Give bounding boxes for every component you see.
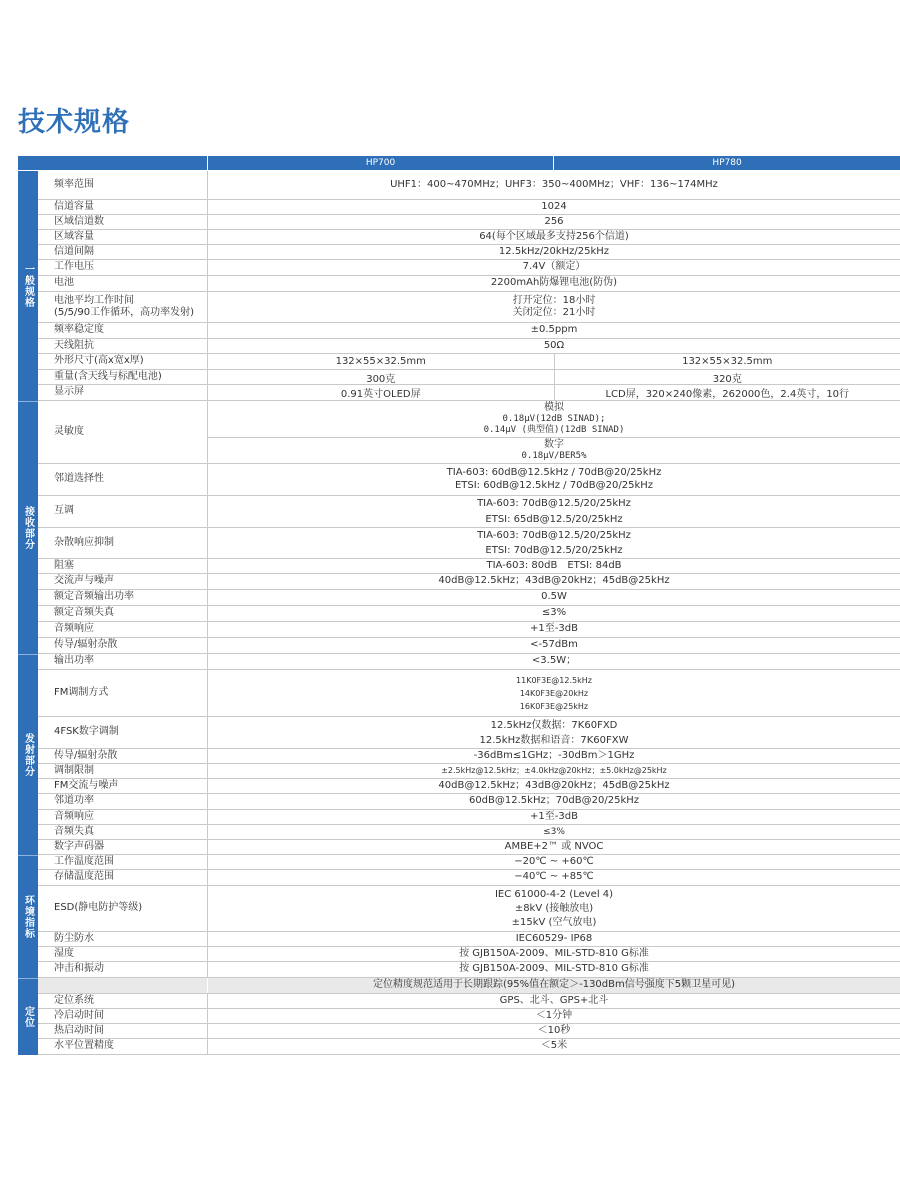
spec-value-hp780: LCD屏，320×240像素，262000色，2.4英寸，10行 <box>605 389 850 400</box>
spec-split <box>208 354 900 369</box>
spec-label: FM调制方式 <box>54 686 109 698</box>
spec-value: <-57dBm <box>530 639 578 651</box>
spec-row-blocking <box>38 559 900 574</box>
page-title: 技术规格 <box>18 107 130 138</box>
spec-value: UHF1：400~470MHz；UHF3：350~400MHz；VHF：136~174MHz <box>390 178 718 190</box>
spec-label: 天线阻抗 <box>54 339 94 351</box>
spec-split <box>208 370 900 384</box>
spec-label: 区域容量 <box>54 230 94 242</box>
spec-value: −20℃ ~ +60℃ <box>514 855 594 867</box>
spec-row-op-temp <box>38 855 900 870</box>
spec-value: 40dB@12.5kHz；43dB@20kHz；45dB@25kHz <box>438 779 670 791</box>
spec-value-line: TIA-603: 60dB@12.5kHz / 70dB@20/25kHz <box>446 467 662 478</box>
spec-label: 冷启动时间 <box>54 1009 104 1021</box>
spec-row-sensitivity <box>38 401 900 464</box>
spec-value-line: TIA-603: 70dB@12.5/20/25kHz <box>477 497 631 509</box>
spec-label: 防尘防水 <box>54 932 94 944</box>
spec-row-audio-power <box>38 590 900 606</box>
spec-row-audio-dist <box>38 606 900 622</box>
spec-row-adjacent <box>38 464 900 496</box>
spec-label: 杂散响应抑制 <box>54 536 114 548</box>
spec-value: ≤3% <box>543 826 565 837</box>
spec-value-hp700: 300克 <box>208 370 555 384</box>
spec-value: 7.4V（额定） <box>522 261 586 273</box>
spec-label-line: 电池平均工作时间 <box>54 294 134 306</box>
spec-row-freq <box>38 171 900 200</box>
spec-value: -36dBm≤1GHz；-30dBm＞1GHz <box>473 749 635 761</box>
spec-value: ±0.5ppm <box>530 324 578 336</box>
spec-value: 按 GJB150A-2009、MIL-STD-810 G标准 <box>459 947 649 959</box>
spec-label: 灵敏度 <box>54 425 84 437</box>
spec-row-conducted-rx <box>38 638 900 654</box>
spec-value-line: 0.14μV (典型值)(12dB SINAD) <box>483 425 625 435</box>
spec-value <box>208 528 900 558</box>
sensitivity-digital <box>208 438 900 463</box>
spec-row-stability <box>38 323 900 339</box>
spec-value: ±2.5kHz@12.5kHz；±4.0kHz@20kHz；±5.0kHz@25kHz <box>441 766 667 775</box>
spec-label: ESD(静电防护等级) <box>54 902 143 914</box>
spec-value: +1至-3dB <box>530 810 578 822</box>
category-receiver: 接收部分 <box>18 402 38 654</box>
spec-row-impedance <box>38 339 900 354</box>
spec-value-line: 12.5kHz仅数据：7K60FXD <box>490 719 618 731</box>
spec-row-humidity <box>38 947 900 962</box>
spec-row-power <box>38 654 900 670</box>
spec-value-line: 关闭定位：21小时 <box>512 307 596 318</box>
spec-label: 电池 <box>54 277 74 289</box>
spec-value: 0.5W <box>541 591 567 603</box>
spec-row-shock <box>38 962 900 978</box>
header-hp780: HP780 <box>554 156 900 170</box>
spec-value-line: 模拟 <box>544 402 564 413</box>
spec-row-fsk <box>38 717 900 749</box>
spec-label: 交流声与噪声 <box>54 575 114 587</box>
spec-value-line: ±15kV (空气放电) <box>511 916 597 928</box>
spec-value: 64(每个区域最多支持256个信道) <box>479 230 629 242</box>
category-positioning: 定位 <box>18 979 38 1055</box>
spec-value <box>208 886 900 931</box>
spec-value-line: IEC 61000-4-2 (Level 4) <box>494 888 614 900</box>
spec-label: 显示屏 <box>54 386 84 398</box>
spec-label: 热启动时间 <box>54 1024 104 1036</box>
spec-row-channels <box>38 200 900 215</box>
spec-value <box>208 496 900 527</box>
positioning-note: 定位精度规范适用于长期跟踪(95%值在额定＞-130dBm信号强度下5颗卫星可见) <box>208 978 900 993</box>
spec-label: 阻塞 <box>54 559 74 571</box>
spec-label: 额定音频失真 <box>54 607 114 619</box>
spec-label: 传导/辐射杂散 <box>54 639 118 651</box>
spec-row-esd <box>38 886 900 932</box>
spec-value: 按 GJB150A-2009、MIL-STD-810 G标准 <box>459 963 649 975</box>
spec-row-dust <box>38 932 900 947</box>
spec-value: 50Ω <box>543 339 565 351</box>
spec-label: 冲击和振动 <box>54 963 104 975</box>
spec-row-conducted-tx <box>38 749 900 764</box>
spec-label: 外形尺寸(高x宽x厚) <box>54 355 144 367</box>
spec-value: IEC60529- IP68 <box>515 932 593 944</box>
spec-value: 12.5kHz/20kHz/25kHz <box>498 245 610 257</box>
spec-row-battery <box>38 276 900 292</box>
spec-row-audio-resp <box>38 622 900 638</box>
spec-value: 2200mAh防爆锂电池(防伪) <box>490 277 618 289</box>
spec-value-line: 16K0F3E@25kHz <box>519 701 589 711</box>
category-general: 一般规格 <box>18 171 38 401</box>
header-hp700: HP700 <box>208 156 553 170</box>
spec-value-line: ETSI: 60dB@12.5kHz / 70dB@20/25kHz <box>454 479 654 491</box>
spec-row-adj-power <box>38 794 900 810</box>
spec-value: 40dB@12.5kHz；43dB@20kHz；45dB@25kHz <box>438 575 670 587</box>
spec-value: GPS、北斗、GPS+北斗 <box>499 994 609 1006</box>
spec-row-cold-start <box>38 1009 900 1024</box>
spec-row-audio-dist-tx <box>38 825 900 840</box>
spec-row-voltage <box>38 260 900 276</box>
spec-row-spacing <box>38 245 900 260</box>
spec-value-line: 12.5kHz数据和语音：7K60FXW <box>479 734 629 746</box>
spec-row-st-temp <box>38 870 900 886</box>
spec-row-dimensions <box>38 354 900 370</box>
spec-label: 湿度 <box>54 947 74 959</box>
spec-label: FM交流与噪声 <box>54 779 119 791</box>
spec-label: 信道容量 <box>54 200 94 212</box>
spec-label: 频率稳定度 <box>54 324 104 336</box>
spec-value: <3.5W； <box>531 655 577 667</box>
spec-row-fm-mod <box>38 670 900 717</box>
spec-row-hot-start <box>38 1024 900 1039</box>
spec-row-vocoder <box>38 840 900 855</box>
spec-label: 邻道选择性 <box>54 473 104 485</box>
spec-row-audio-resp-tx <box>38 810 900 825</box>
spec-label-line: (5/5/90工作循环，高功率发射) <box>54 307 194 318</box>
spec-value-hp780: 132×55×32.5mm <box>682 356 773 367</box>
spec-row-gnss-note <box>38 978 900 994</box>
sensitivity-analog <box>208 401 900 437</box>
spec-value: 256 <box>544 215 564 227</box>
spec-row-mod-limit <box>38 764 900 779</box>
spec-label: 调制限制 <box>54 764 94 776</box>
header-blank <box>18 156 207 170</box>
spec-label: 频率范围 <box>54 178 94 190</box>
spec-label: 音频响应 <box>54 810 94 822</box>
spec-value: TIA-603: 80dB ETSI: 84dB <box>486 559 622 571</box>
spec-row-spurious <box>38 528 900 559</box>
spec-value: ≤3% <box>541 607 567 619</box>
category-transmitter: 发射部分 <box>18 655 38 855</box>
spec-label: 4FSK数字调制 <box>54 726 119 738</box>
spec-label: 额定音频输出功率 <box>54 591 134 603</box>
spec-label: 水平位置精度 <box>54 1040 114 1052</box>
spec-row-hum <box>38 574 900 590</box>
spec-value-line: ETSI: 70dB@12.5/20/25kHz <box>485 545 623 556</box>
spec-value <box>208 670 900 716</box>
spec-value: 60dB@12.5kHz；70dB@20/25kHz <box>468 795 640 807</box>
spec-row-accuracy <box>38 1039 900 1055</box>
spec-value: +1至-3dB <box>530 623 578 635</box>
spec-row-weight <box>38 370 900 385</box>
spec-label: 邻道功率 <box>54 795 94 807</box>
spec-label: 区域信道数 <box>54 215 104 227</box>
spec-value-line: TIA-603: 70dB@12.5/20/25kHz <box>477 530 631 541</box>
spec-value: AMBE+2™ 或 NVOC <box>504 840 604 852</box>
spec-value-line: 打开定位：18小时 <box>512 294 596 306</box>
spec-label: 工作电压 <box>54 261 94 273</box>
spec-value-line: 数字 <box>544 439 564 450</box>
spec-value: ＜10秒 <box>537 1024 571 1036</box>
spec-value-line: 11K0F3E@12.5kHz <box>516 675 592 685</box>
spec-value-hp700: 132×55×32.5mm <box>208 354 555 369</box>
spec-value-hp700: 0.91英寸OLED屏 <box>208 385 555 400</box>
spec-row-zones <box>38 215 900 230</box>
spec-row-display <box>38 385 900 401</box>
spec-label: 音频响应 <box>54 623 94 635</box>
spec-label: 定位系统 <box>54 994 94 1006</box>
spec-row-zone-capacity <box>38 230 900 245</box>
spec-row-battery-time <box>38 292 900 323</box>
category-environment: 环境指标 <box>18 856 38 978</box>
spec-label: 信道间隔 <box>54 245 94 257</box>
spec-label: 传导/辐射杂散 <box>54 749 118 761</box>
spec-label: 互调 <box>54 505 74 517</box>
spec-value <box>208 717 900 748</box>
spec-value: ＜5米 <box>540 1040 568 1052</box>
spec-value-line: 0.18μV/BER5% <box>521 451 587 461</box>
spec-value: ＜1分钟 <box>535 1009 573 1021</box>
spec-value-line: ETSI: 65dB@12.5/20/25kHz <box>485 513 623 525</box>
spec-label <box>54 292 206 322</box>
spec-value: 1024 <box>541 200 567 212</box>
spec-value <box>208 464 900 495</box>
spec-label: 输出功率 <box>54 655 94 667</box>
spec-value-line: 14K0F3E@20kHz <box>519 688 589 698</box>
spec-row-intermod <box>38 496 900 528</box>
spec-label: 音频失真 <box>54 825 94 837</box>
spec-label: 工作温度范围 <box>54 855 114 867</box>
spec-label: 存储温度范围 <box>54 871 114 883</box>
spec-row-fm-hum <box>38 779 900 794</box>
spec-label: 重量(含天线与标配电池) <box>54 370 162 382</box>
spec-row-gnss-system <box>38 994 900 1009</box>
spec-label: 数字声码器 <box>54 840 104 852</box>
note-label-cell <box>38 978 207 993</box>
spec-value <box>208 292 900 322</box>
spec-value-hp780: 320克 <box>712 373 742 385</box>
spec-value-line: ±8kV (接触放电) <box>514 902 594 914</box>
spec-value: −40℃ ~ +85℃ <box>514 871 594 883</box>
spec-split <box>208 385 900 400</box>
spec-value-line: 0.18μV(12dB SINAD); <box>502 414 606 424</box>
